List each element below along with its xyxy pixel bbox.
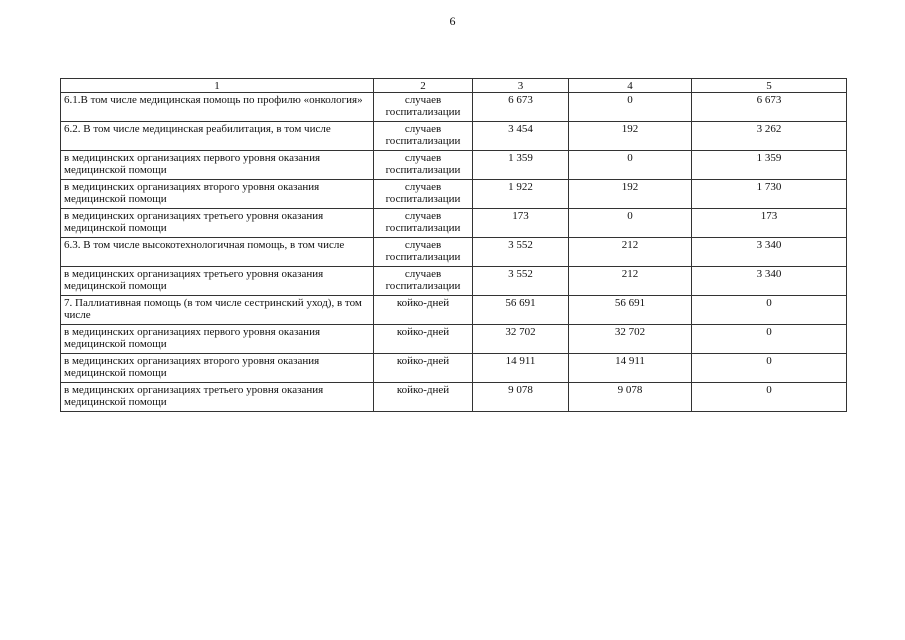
row-unit: койко-дней bbox=[374, 383, 473, 412]
row-col-4: 0 bbox=[569, 93, 692, 122]
row-col-4: 56 691 bbox=[569, 296, 692, 325]
row-name: в медицинских организациях второго уровня оказания медицинской помощи bbox=[61, 354, 374, 383]
row-col-4: 9 078 bbox=[569, 383, 692, 412]
table-body bbox=[61, 93, 847, 412]
row-unit: случаев госпитализации bbox=[374, 238, 473, 267]
row-col-5: 0 bbox=[692, 296, 847, 325]
row-unit: случаев госпитализации bbox=[374, 180, 473, 209]
row-unit: койко-дней bbox=[374, 354, 473, 383]
row-col-4: 0 bbox=[569, 209, 692, 238]
table-row bbox=[61, 180, 847, 209]
row-col-5: 0 bbox=[692, 383, 847, 412]
row-name: в медицинских организациях второго уровня оказания медицинской помощи bbox=[61, 180, 374, 209]
row-col-3: 3 552 bbox=[473, 238, 569, 267]
row-col-3: 173 bbox=[473, 209, 569, 238]
row-name: 7. Паллиативная помощь (в том числе сестринский уход), в том числе bbox=[61, 296, 374, 325]
header-col-4: 4 bbox=[569, 79, 692, 93]
header-col-3: 3 bbox=[473, 79, 569, 93]
row-unit: случаев госпитализации bbox=[374, 122, 473, 151]
row-name: 6.2. В том числе медицинская реабилитация, в том числе bbox=[61, 122, 374, 151]
row-unit: случаев госпитализации bbox=[374, 267, 473, 296]
table-row bbox=[61, 296, 847, 325]
row-col-3: 6 673 bbox=[473, 93, 569, 122]
row-col-4: 192 bbox=[569, 180, 692, 209]
row-unit: случаев госпитализации bbox=[374, 93, 473, 122]
header-col-1: 1 bbox=[61, 79, 374, 93]
data-table bbox=[60, 78, 847, 412]
header-row bbox=[61, 79, 847, 93]
row-col-5: 3 340 bbox=[692, 267, 847, 296]
table-row bbox=[61, 238, 847, 267]
row-col-3: 9 078 bbox=[473, 383, 569, 412]
row-unit: койко-дней bbox=[374, 325, 473, 354]
row-col-3: 3 552 bbox=[473, 267, 569, 296]
row-col-5: 0 bbox=[692, 325, 847, 354]
row-col-5: 3 340 bbox=[692, 238, 847, 267]
row-unit: случаев госпитализации bbox=[374, 209, 473, 238]
table-row bbox=[61, 122, 847, 151]
table-row bbox=[61, 151, 847, 180]
row-col-5: 1 730 bbox=[692, 180, 847, 209]
row-col-5: 6 673 bbox=[692, 93, 847, 122]
row-col-3: 1 359 bbox=[473, 151, 569, 180]
table-row bbox=[61, 325, 847, 354]
row-col-5: 3 262 bbox=[692, 122, 847, 151]
row-col-4: 14 911 bbox=[569, 354, 692, 383]
row-unit: случаев госпитализации bbox=[374, 151, 473, 180]
header-col-5: 5 bbox=[692, 79, 847, 93]
row-name: в медицинских организациях третьего уровня оказания медицинской помощи bbox=[61, 267, 374, 296]
row-col-5: 0 bbox=[692, 354, 847, 383]
table-row bbox=[61, 383, 847, 412]
row-col-3: 1 922 bbox=[473, 180, 569, 209]
row-col-4: 212 bbox=[569, 267, 692, 296]
row-name: в медицинских организациях первого уровня оказания медицинской помощи bbox=[61, 325, 374, 354]
row-col-4: 0 bbox=[569, 151, 692, 180]
page-number: 6 bbox=[449, 14, 456, 28]
table-row bbox=[61, 209, 847, 238]
table-row bbox=[61, 93, 847, 122]
row-col-3: 14 911 bbox=[473, 354, 569, 383]
row-col-3: 32 702 bbox=[473, 325, 569, 354]
table-row bbox=[61, 267, 847, 296]
row-name: 6.1.В том числе медицинская помощь по профилю «онкология» bbox=[61, 93, 374, 122]
row-col-3: 3 454 bbox=[473, 122, 569, 151]
row-name: в медицинских организациях первого уровня оказания медицинской помощи bbox=[61, 151, 374, 180]
row-name: в медицинских организациях третьего уровня оказания медицинской помощи bbox=[61, 383, 374, 412]
row-col-5: 1 359 bbox=[692, 151, 847, 180]
table-header bbox=[61, 79, 847, 93]
row-col-3: 56 691 bbox=[473, 296, 569, 325]
row-col-4: 212 bbox=[569, 238, 692, 267]
row-col-4: 32 702 bbox=[569, 325, 692, 354]
header-col-2: 2 bbox=[374, 79, 473, 93]
row-col-5: 173 bbox=[692, 209, 847, 238]
row-unit: койко-дней bbox=[374, 296, 473, 325]
row-name: 6.3. В том числе высокотехнологичная помощь, в том числе bbox=[61, 238, 374, 267]
table-row bbox=[61, 354, 847, 383]
row-name: в медицинских организациях третьего уровня оказания медицинской помощи bbox=[61, 209, 374, 238]
row-col-4: 192 bbox=[569, 122, 692, 151]
